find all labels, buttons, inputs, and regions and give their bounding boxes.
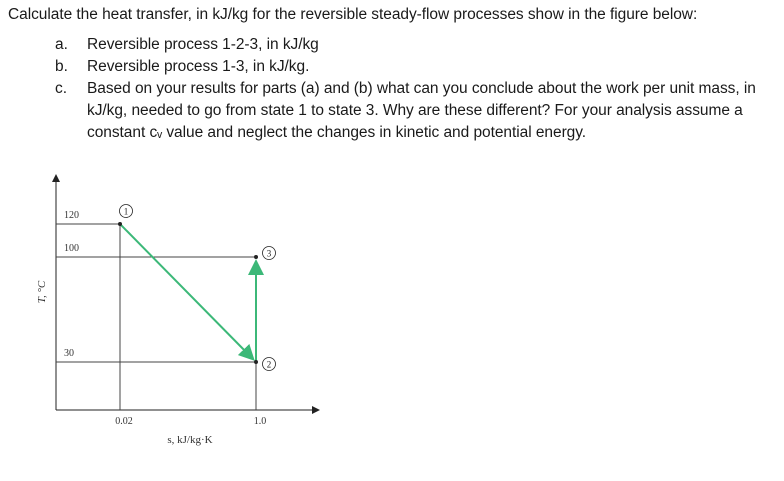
y-tick-30: 30 (64, 348, 74, 359)
guide-lines (56, 224, 256, 410)
part-b-text: Reversible process 1-3, in kJ/kg. (87, 58, 310, 75)
part-a-text: Reversible process 1-2-3, in kJ/kg (87, 36, 319, 53)
part-a-marker: a. (55, 36, 68, 53)
state-2-label: 2 (266, 359, 272, 370)
state-3-label: 3 (266, 248, 272, 259)
tick-labels (64, 210, 266, 427)
y-axis-label: T, °C (36, 280, 48, 304)
x-tick-0-02: 0.02 (115, 416, 133, 427)
part-b-marker: b. (55, 58, 68, 75)
state-2-point (254, 360, 258, 364)
question-intro: Calculate the heat transfer, in kJ/kg for the reversible steady-flow processes show in the figure below: (8, 6, 698, 23)
process-1-2 (120, 224, 252, 358)
x-axis-label: s, kJ/kg·K (167, 434, 213, 446)
part-c-text: Based on your results for parts (a) and (b) what can you conclude about the work per unit mass, in kJ/kg, needed to go from state 1 to state 3. Why are these different? For your analysis assume a constant cᵥ value and neglect the changes in kinetic and potential energy. (87, 80, 756, 141)
state-1-label: 1 (123, 206, 129, 217)
part-c-marker: c. (55, 80, 67, 97)
state-markers (118, 205, 276, 371)
x-tick-1-0: 1.0 (253, 416, 267, 427)
state-1-point (118, 222, 122, 226)
y-tick-120: 120 (64, 210, 79, 221)
state-3-point (254, 255, 258, 259)
y-tick-100: 100 (64, 243, 79, 254)
process-paths (120, 224, 256, 362)
